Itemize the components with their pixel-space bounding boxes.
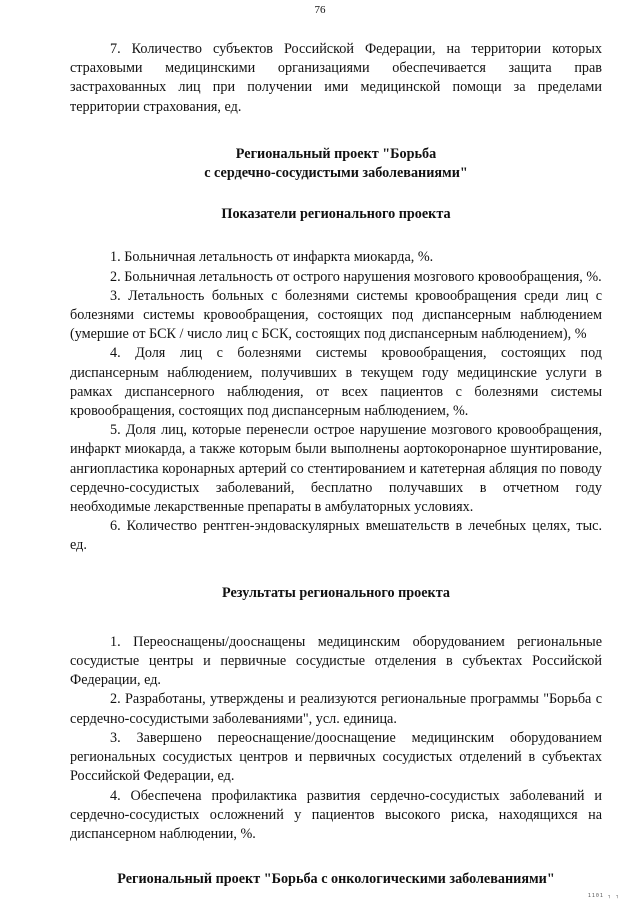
result-item: 2. Разработаны, утверждены и реализуются региональные программы "Борьба с сердечно-сосудистыми заболеваниями", усл. единица. <box>70 691 602 727</box>
indicator-item: 6. Количество рентген-эндоваскулярных вмешательств в лечебных целях, тыс. ед. <box>70 518 602 554</box>
next-project-title: Региональный проект "Борьба с онкологическими заболеваниями" <box>117 871 555 888</box>
indicator-item: 1. Больничная летальность от инфаркта миокарда, %. <box>110 249 434 266</box>
result-item: 3. Завершено переоснащение/дооснащение медицинским оборудованием региональных сосудистых центров и первичных сосудистых отделений в субъектах Российской Федерации, ед. <box>70 729 602 785</box>
indicator-item: 2. Больничная летальность от острого нарушения мозгового кровообращения, %. <box>110 268 602 285</box>
result-item: 4. Обеспечена профилактика развития сердечно-сосудистых заболеваний и сердечно-сосудистых осложнений у пациентов высокого риска, находящихся на диспансерном наблюдении, %. <box>70 787 602 842</box>
indicator-item: 3. Летальность больных с болезнями системы кровообращения среди лиц с болезнями системы кровообращения, состоящих под диспансерным наблюдением (умершие от БСК / число лиц с БСК, состоящих под диспансерным наблюдением), % <box>70 287 602 343</box>
indicator-item: 5. Доля лиц, которые перенесли острое нарушение мозгового кровообращения, инфаркт миокарда, а также которым были выполнены аортокоронарное шунтирование, ангиопластика коронарных артерий со стентированием и катетерная абляция по поводу сердечно-сосудистых заболеваний, бесплатно получавших в отчетном году необходимые лекарственные препараты в амбулаторных условиях. <box>70 422 602 516</box>
indicators-list <box>70 248 602 555</box>
results-list <box>70 633 602 844</box>
project-title-line-2: с сердечно-сосудистыми заболеваниями" <box>204 165 468 182</box>
results-heading: Результаты регионального проекта <box>222 584 450 601</box>
result-item: 1. Переоснащены/дооснащены медицинским оборудованием региональные сосудистые центры и первичные сосудистые отделения в субъектах Российской Федерации, ед. <box>70 633 602 689</box>
indicator-item: 4. Доля лиц с болезнями системы кровообращения, состоящих под диспансерным наблюдением, получивших в текущем году медицинские услуги в рамках диспансерного наблюдения, от всех пациентов с болезнями системы кровообращения, состоящих под диспансерным наблюдением, %. <box>70 345 602 420</box>
document-body <box>70 40 602 889</box>
footer-marks: 1101 ┐ ┐ <box>587 893 620 899</box>
indicators-heading: Показатели регионального проекта <box>221 206 451 223</box>
project-title-line-1: Региональный проект "Борьба <box>235 145 437 162</box>
page-number: 76 <box>314 4 326 16</box>
intro-item: 7. Количество субъектов Российской Федерации, на территории которых страховыми медицинскими организациями обеспечивается защита прав застрахованных лиц при получении ими медицинской помощи за пределами территории страхования, ед. <box>70 41 602 115</box>
